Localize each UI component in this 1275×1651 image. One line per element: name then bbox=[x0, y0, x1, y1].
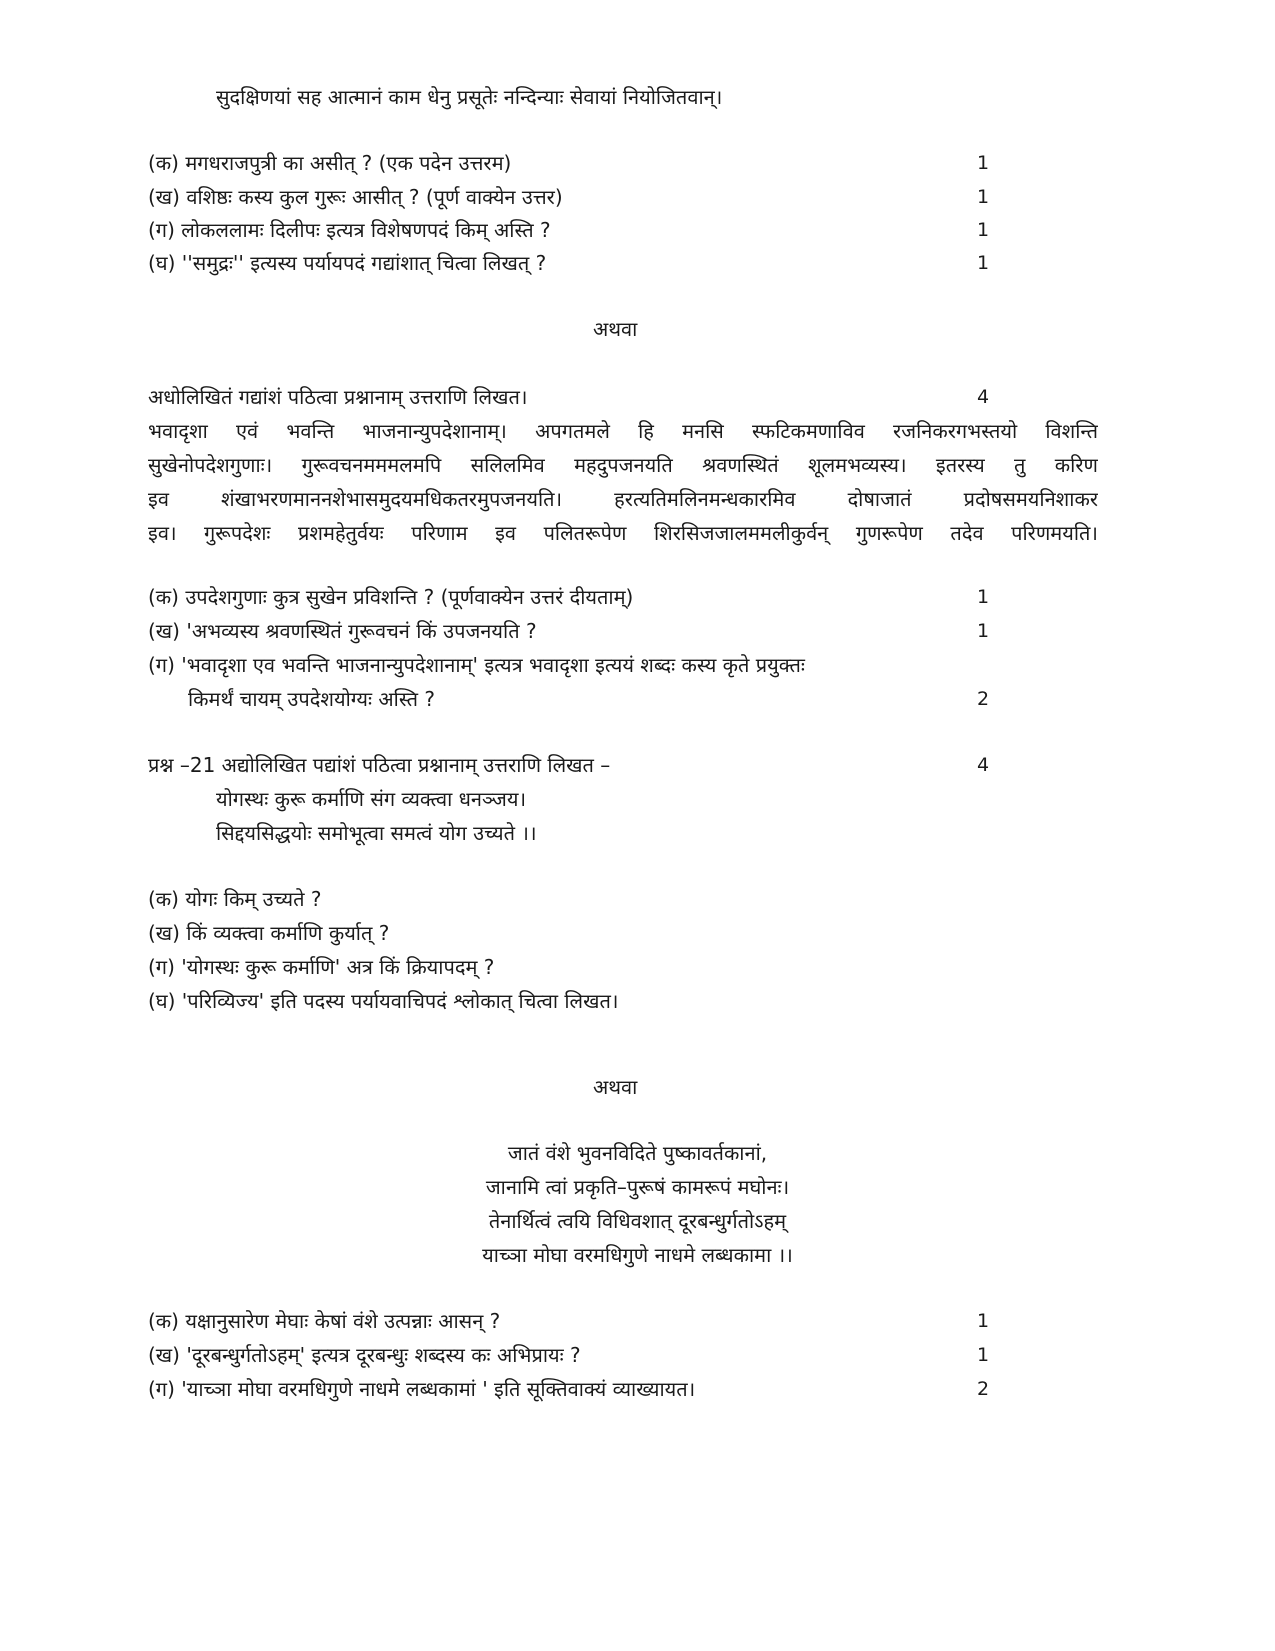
s4-question-kha: (ख) 'दूरबन्धुर्गतोऽहम्' इत्यत्र दूरबन्धुः शब्दस्य कः अभिप्रायः ? bbox=[148, 1343, 581, 1367]
s3-verse-line-2: सिद्दयसिद्धयोः समोभूत्वा समत्वं योग उच्यते ।। bbox=[216, 821, 537, 845]
s3-question-ga: (ग) 'योगस्थः कुरू कर्माणि' अत्र किं क्रियापदम् ? bbox=[148, 955, 495, 979]
s2-passage-line-2: सुखेनोपदेशगुणाः। गुरूवचनमममलमपि सलिलमिव महदुपजनयति श्रवणस्थितं शूलमभव्यस्य। इतरस्य तु करिण bbox=[148, 453, 1098, 477]
s4-verse-line-3: तेनार्थित्वं त्वयि विधिवशात् दूरबन्धुर्गतोऽहम् bbox=[488, 1209, 787, 1233]
s3-question-kha: (ख) किं व्यक्त्वा कर्माणि कुर्यात् ? bbox=[148, 921, 390, 945]
s2-question-ga-continued: किमर्थं चायम् उपदेशयोग्यः अस्ति ? bbox=[188, 687, 435, 711]
s1-question-ga: (ग) लोकललामः दिलीपः इत्यत्र विशेषणपदं किम् अस्ति ? bbox=[148, 218, 551, 242]
s4-verse-line-4: याच्ञा मोघा वरमधिगुणे नाधमे लब्धकामा ।। bbox=[482, 1243, 793, 1267]
s2-question-kha: (ख) 'अभव्यस्य श्रवणस्थितं गुरूवचनं किं उपजनयति ? bbox=[148, 619, 537, 643]
s1-question-ka: (क) मगधराजपुत्री का असीत् ? (एक पदेन उत्तरम) bbox=[148, 151, 512, 175]
s3-heading: प्रश्न –21 अद्योलिखित पद्यांशं पठित्वा प्रश्नानाम् उत्तराणि लिखत – bbox=[148, 753, 611, 777]
s4-marks-ka: 1 bbox=[976, 1310, 990, 1332]
s2-passage-line-1: भवादृशा एवं भवन्ति भाजनान्युपदेशानाम्। अपगतमले हि मनसि स्फटिकमणाविव रजनिकरगभस्तयो विशन्ति bbox=[148, 419, 1098, 443]
s4-verse-line-1: जातं वंशे भुवनविदिते पुष्कावर्तकानां, bbox=[507, 1141, 768, 1165]
s2-question-ga: (ग) 'भवादृशा एव भवन्ति भाजनान्युपदेशानाम्' इत्यत्र भवादृशा इत्ययं शब्दः कस्य कृते प्रयुक्तः bbox=[148, 653, 805, 677]
athava-divider-2: अथवा bbox=[593, 1075, 638, 1099]
s1-marks-gha: 1 bbox=[976, 252, 990, 274]
intro-line: सुदक्षिणयां सह आत्मानं काम धेनु प्रसूतेः नन्दिन्याः सेवायां नियोजितवान्। bbox=[216, 85, 723, 109]
s2-marks-kha: 1 bbox=[976, 620, 990, 642]
s1-question-kha: (ख) वशिष्ठः कस्य कुल गुरूः आसीत् ? (पूर्ण वाक्येन उत्तर) bbox=[148, 185, 563, 209]
s1-marks-ka: 1 bbox=[976, 152, 990, 174]
s2-passage-line-3: इव शंखाभरणमाननशेभासमुदयमधिकतरमुपजनयति। हरत्यतिमलिनमन्धकारमिव दोषाजातं प्रदोषसमयनिशाकर bbox=[148, 487, 1098, 511]
s2-question-ka: (क) उपदेशगुणाः कुत्र सुखेन प्रविशन्ति ? (पूर्णवाक्येन उत्तरं दीयताम्) bbox=[148, 585, 634, 609]
s3-verse-line-1: योगस्थः कुरू कर्माणि संग व्यक्त्वा धनञ्जय। bbox=[216, 787, 527, 811]
s2-instruction-marks: 4 bbox=[976, 386, 990, 408]
s4-question-ka: (क) यक्षानुसारेण मेघाः केषां वंशे उत्पन्नाः आसन् ? bbox=[148, 1309, 501, 1333]
s4-verse-line-2: जानामि त्वां प्रकृति–पुरूषं कामरूपं मघोनः। bbox=[485, 1175, 790, 1199]
s4-marks-ga: 2 bbox=[976, 1378, 990, 1400]
s2-marks-ka: 1 bbox=[976, 586, 990, 608]
s4-question-ga: (ग) 'याच्ञा मोघा वरमधिगुणे नाधमे लब्धकामां ' इति सूक्तिवाक्यं व्याख्यायत। bbox=[148, 1377, 696, 1401]
s1-marks-ga: 1 bbox=[976, 219, 990, 241]
s1-question-gha: (घ) ''समुद्रः'' इत्यस्य पर्यायपदं गद्यांशात् चित्वा लिखत् ? bbox=[148, 251, 547, 275]
s3-question-ka: (क) योगः किम् उच्यते ? bbox=[148, 887, 322, 911]
s4-marks-kha: 1 bbox=[976, 1344, 990, 1366]
s3-heading-marks: 4 bbox=[976, 754, 990, 776]
s1-marks-kha: 1 bbox=[976, 186, 990, 208]
s2-passage-line-4: इव। गुरूपदेशः प्रशमहेतुर्वयः परिणाम इव पलितरूपेण शिरसिजजालममलीकुर्वन् गुणरूपेण तदेव परिणमयति। bbox=[148, 521, 1098, 545]
s2-instruction: अधोलिखितं गद्यांशं पठित्वा प्रश्नानाम् उत्तराणि लिखत। bbox=[148, 385, 528, 409]
s2-marks-ga: 2 bbox=[976, 688, 990, 710]
athava-divider-1: अथवा bbox=[593, 317, 638, 341]
s3-question-gha: (घ) 'परिव्यिज्य' इति पदस्य पर्यायवाचिपदं श्लोकात् चित्वा लिखत। bbox=[148, 989, 619, 1013]
